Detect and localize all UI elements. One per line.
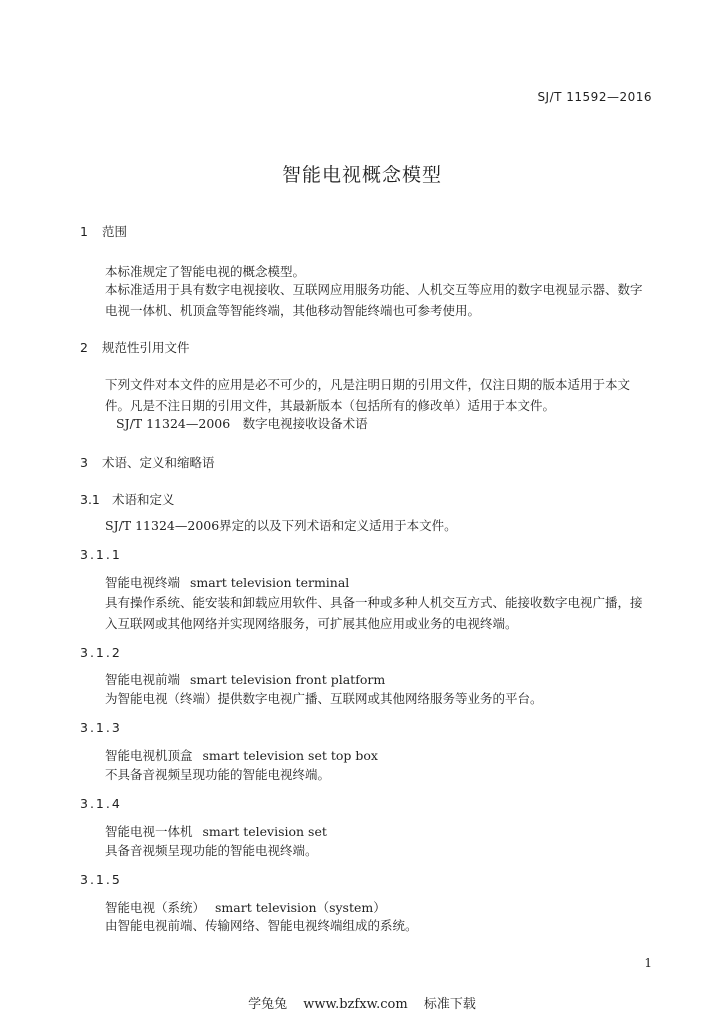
term-zh: 智能电视终端 — [105, 575, 181, 590]
term-definition — [80, 840, 654, 861]
term-zh: 智能电视一体机 — [105, 824, 193, 839]
section-2-heading — [80, 338, 190, 356]
page-number: 1 — [644, 956, 652, 970]
standard-number: SJ/T 11592—2016 — [537, 90, 652, 104]
scope-paragraph-1: 本标准规定了智能电视的概念模型。 — [105, 264, 306, 279]
footer-watermark — [0, 993, 724, 1012]
term-zh: 智能电视前端 — [105, 672, 181, 687]
section-title: 规范性引用文件 — [102, 340, 190, 355]
term-number: 3.1.3 — [80, 720, 122, 735]
footer-url[interactable]: www.bzfxw.com — [303, 997, 408, 1012]
term-definition-text: 具有操作系统、能安装和卸载应用软件、具备一种或多种人机交互方式、能接收数字电视广播，接入互联网或其他网络并实现网络服务，可扩展其他应用或业务的电视终端。 — [105, 595, 643, 631]
term-zh: 智能电视机顶盒 — [105, 748, 193, 763]
section-3-heading — [80, 453, 215, 471]
term-number: 3.1.1 — [80, 547, 122, 562]
section-title: 范围 — [102, 224, 128, 239]
scope-paragraph-2-text: 本标准适用于具有数字电视接收、互联网应用服务功能、人机交互等应用的数字电视显示器、数字电视一体机、机顶盒等智能终端，其他移动智能终端也可参考使用。 — [105, 282, 643, 318]
section-title: 术语、定义和缩略语 — [102, 455, 215, 470]
term-definition-text: 为智能电视（终端）提供数字电视广播、互联网或其他网络服务等业务的平台。 — [105, 691, 543, 706]
section-number: 3 — [80, 455, 88, 470]
term-en: smart television terminal — [190, 575, 350, 590]
term-en: smart television front platform — [190, 672, 386, 687]
section-3-1-heading — [80, 490, 175, 508]
normative-paragraph — [80, 374, 654, 416]
section-number: 2 — [80, 340, 88, 355]
term-definition-text: 具备音视频呈现功能的智能电视终端。 — [105, 843, 318, 858]
term-entry — [105, 822, 327, 840]
term-number: 3.1.2 — [80, 645, 122, 660]
scope-paragraph-2 — [80, 279, 654, 321]
term-number: 3.1.5 — [80, 872, 122, 887]
normative-reference: SJ/T 11324—2006 数字电视接收设备术语 — [116, 416, 368, 431]
term-zh: 智能电视（系统） — [105, 900, 206, 915]
document-title: 智能电视概念模型 — [281, 164, 442, 186]
section-title: 术语和定义 — [112, 492, 175, 507]
term-definition — [80, 915, 654, 936]
term-definition-text: 由智能电视前端、传输网络、智能电视终端组成的系统。 — [105, 918, 418, 933]
term-en: smart television set — [202, 824, 327, 839]
term-en: smart television（system） — [215, 900, 386, 915]
term-entry — [105, 670, 385, 688]
section-1-heading — [80, 222, 127, 240]
term-definition-text: 不具备音视频呈现功能的智能电视终端。 — [105, 767, 331, 782]
normative-paragraph-text: 下列文件对本文件的应用是必不可少的，凡是注明日期的引用文件，仅注日期的版本适用于本文件。凡是不注日期的引用文件，其最新版本（包括所有的修改单）适用于本文件。 — [105, 377, 631, 413]
term-entry — [105, 898, 386, 916]
term-definition — [80, 764, 654, 785]
section-number: 3.1 — [80, 492, 100, 507]
footer-site-name: 学兔兔 — [248, 997, 288, 1012]
term-definition — [80, 688, 654, 709]
term-entry — [105, 573, 349, 591]
term-definition — [80, 592, 654, 634]
term-entry — [105, 746, 378, 764]
term-en: smart television set top box — [202, 748, 378, 763]
term-number: 3.1.4 — [80, 796, 122, 811]
footer-tagline: 标准下载 — [423, 997, 476, 1012]
section-number: 1 — [80, 224, 88, 239]
terms-intro: SJ/T 11324—2006界定的以及下列术语和定义适用于本文件。 — [105, 518, 457, 533]
